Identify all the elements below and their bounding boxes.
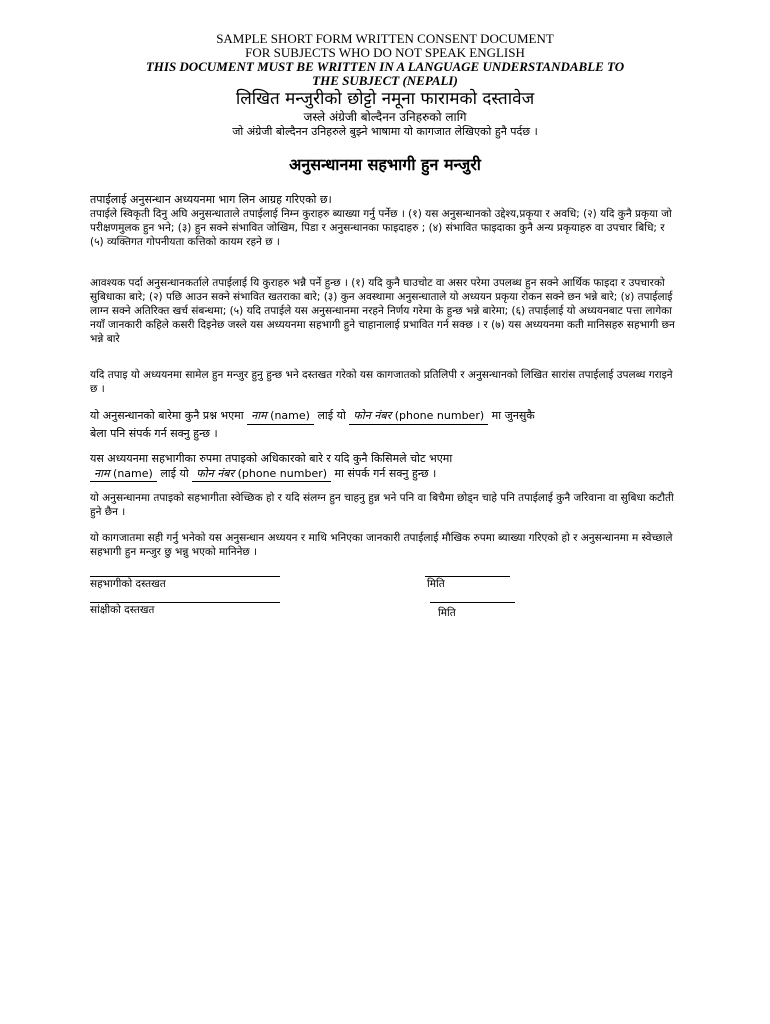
contact1-phone-en: (phone number) — [394, 409, 485, 422]
contact1-name-blank — [247, 407, 314, 425]
witness-signature-label: सांक्षीको दस्तखत — [90, 604, 155, 616]
witness-signature-block — [90, 602, 280, 617]
header-line-4: THE SUBJECT (NEPALI) — [312, 73, 458, 88]
intro-paragraph: तपाईले स्विकृती दिनु अघि अनुसन्धाताले तपाईलाई निम्न कुराहरु ब्याख्या गर्नु पर्नेछ । (१) यस अनुसन्धानको उद्देश्य,प्रकृया र अवधि; (२) यदि कुनै प्रकृया जो परीक्षणमुलक हुन भने; (३) हुन सक्ने संभावित जोखिम, पिडा र अनुसन्धानका फाइदाहरु ; (४) संभावित फाइदाका कुनै अन्य प्रकृयाहरु वा उपचार बिधि; र (५) व्यक्तिगत गोपनीयता कत्तिको कायम रहने छ । — [90, 208, 672, 248]
participant-signature-block — [90, 576, 280, 591]
header-line-1: SAMPLE SHORT FORM WRITTEN CONSENT DOCUMENT — [216, 31, 554, 46]
contact1-post: मा जुनसुकै — [491, 409, 535, 422]
contact2-name-ne: नाम — [94, 467, 110, 480]
contact2-name-en: (name) — [113, 467, 153, 480]
date-label-1: मिति — [427, 578, 445, 590]
contact2-name-blank — [90, 466, 157, 482]
contact1-phone-ne: फोन नंबर — [353, 409, 392, 422]
paragraph-5: यो कागजातमा सही गर्नु भनेको यस अनुसन्धान अध्ययन र माथि भनिएका जानकारी तपाईलाई मौखिक रुपमा ब्याख्या गरिएको हो र अनुसन्धानमा म स्वेच्छाले सहभागी हुन मन्जुर छु भन्नु भएको मानिनेछ । — [90, 532, 673, 558]
contact1-mid: लाई यो — [317, 409, 346, 422]
contact2-phone-blank — [192, 466, 331, 482]
date-block-1 — [425, 576, 510, 591]
contact2-phone-ne: फोन नंबर — [196, 467, 235, 480]
header-line-2: FOR SUBJECTS WHO DO NOT SPEAK ENGLISH — [245, 45, 525, 60]
intro-line: तपाईलाई अनुसन्धान अध्ययनमा भाग लिन आग्रह गरिएको छ। — [90, 193, 332, 206]
paragraph-4: यो अनुसन्धानमा तपाइको सहभागीता स्वेच्छिक हो र यदि संलग्न हुन चाहनु हुन्न भने पनि वा बिचैमा छोड्न चाहे पनि तपाईलाई कुनै जरिवाना वा सुबिधा कटौती हुने छैन । — [90, 492, 674, 518]
contact-block-1 — [90, 407, 680, 442]
nepali-subtitle-2: जो अंग्रेजी बोल्दैनन उनिहरुले बुझ्ने भाषामा यो कागजात लेखिएको हुनै पर्दछ । — [232, 125, 538, 138]
paragraph-2: आवश्यक पर्दा अनुसन्धानकर्ताले तपाईलाई यि कुराहरु भन्नै पर्ने हुन्छ । (१) यदि कुनै घाउचोट वा असर परेमा उपलब्ध हुन सक्ने आर्थिक फाइदा र उपचारको सुबिधाका बारे; (२) पछि आउन सक्ने संभावित खतराका बारे; (३) कुन अवस्थामा अनुसन्धाताले यो अध्ययन प्रकृया रोकन सक्ने छन भन्ने बारे; (४) तपाईलाई लाग्न सक्ने अतिरिक्त खर्च संबन्धमा; (५) यदि तपाईले यस अनुसन्धानमा नरहने निर्णय गरेमा के हुन्छ भन्ने बारेमा; (६) तपाईलाई यो अध्ययनबाट पत्ता लागेका नयाँ जानकारी कहिले कसरी दिइनेछ जस्ले यस अध्ययनमा सहभागी हुने चाहानालाई प्रभावित गर्न सक्छ । र (७) यस अध्ययनमा कती मानिसहरु सहभागी छन भन्ने बारे — [90, 277, 675, 345]
contact1-pre: यो अनुसन्धानको बारेमा कुनै प्रश्न भएमा — [90, 409, 244, 422]
contact1-name-ne: नाम — [251, 409, 267, 422]
participant-signature-line — [90, 576, 280, 577]
date-block-2 — [430, 602, 515, 617]
contact1-phone-blank — [349, 407, 488, 425]
nepali-subtitle-1: जस्ले अंग्रेजी बोल्दैनन उनिहरुको लागि — [303, 110, 467, 124]
date-line-2 — [430, 602, 515, 603]
contact1-name-en: (name) — [270, 409, 310, 422]
header-line-3: THIS DOCUMENT MUST BE WRITTEN IN A LANGUAGE UNDERSTANDABLE TO — [145, 59, 625, 74]
nepali-title: लिखित मन्जुरीको छोट्टो नमूना फारामको दस्तावेज — [235, 89, 535, 109]
contact2-line-1: यस अध्ययनमा सहभागीका रुपमा तपाइको अधिकारको बारे र यदि कुनै किसिमले चोट भएमा — [90, 452, 453, 465]
paragraph-3: यदि तपाइ यो अध्ययनमा सामेल हुन मन्जुर हुनु हुन्छ भने दस्तखत गरेको यस कागजातको प्रतिलिपी र अनुसन्धानको लिखित सारांस तपाईलाई उपलब्ध गराइने छ । — [90, 369, 673, 395]
date-label-2: मिति — [438, 607, 456, 619]
contact1-line-2: बेला पनि संपर्क गर्न सक्नु हुन्छ । — [90, 427, 218, 440]
date-line-1 — [425, 576, 510, 577]
witness-signature-line — [90, 602, 280, 603]
contact2-post: मा संपर्क गर्न सक्नु हुन्छ । — [334, 467, 437, 480]
participant-signature-label: सहभागीको दस्तखत — [90, 578, 166, 590]
contact2-phone-en: (phone number) — [237, 467, 328, 480]
contact-block-2 — [90, 451, 680, 482]
page-title: अनुसन्धानमा सहभागी हुन मन्जुरी — [289, 155, 481, 174]
contact2-mid: लाई यो — [160, 467, 189, 480]
intro-block — [90, 193, 680, 249]
